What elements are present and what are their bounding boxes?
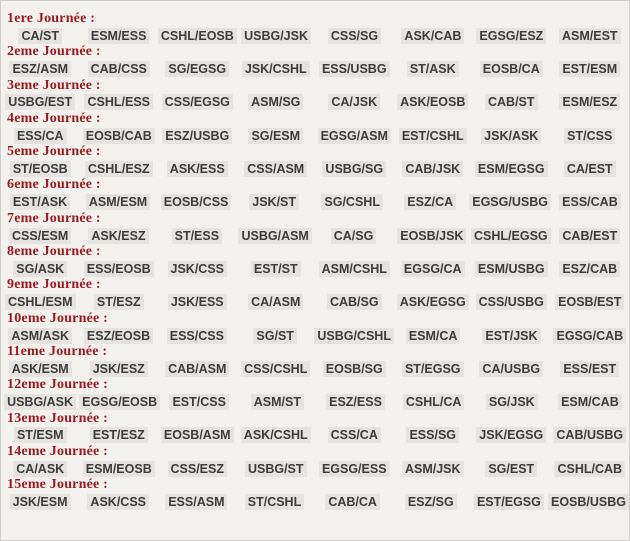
round-matches-row: [1, 494, 629, 511]
round-matches-row: [1, 360, 629, 377]
match-pairing: CA/SG: [331, 228, 377, 244]
match-pairing: CSHL/EOSB: [158, 28, 237, 44]
match-pairing: EGSG/USBG: [469, 194, 551, 210]
match-pairing: CA/EST: [564, 161, 616, 177]
match-pairing: EOSB/CA: [480, 61, 543, 77]
match-pairing: SG/JSK: [486, 394, 538, 410]
match-pairing: ESZ/ESS: [326, 394, 385, 410]
match-pairing: EST/ESZ: [90, 427, 148, 443]
round-heading: 11eme Journée :: [7, 343, 108, 359]
match-pairing: ASK/EOSB: [397, 94, 468, 110]
match-pairing: ASK/EGSG: [397, 294, 469, 310]
match-pairing: EGSG/ASM: [318, 128, 391, 144]
match-pairing: ESZ/SG: [405, 494, 457, 510]
match-pairing: ASM/EST: [559, 28, 621, 44]
match-pairing: CSHL/CA: [403, 394, 465, 410]
round-matches-row: [1, 227, 629, 244]
match-pairing: EOSB/CAB: [83, 128, 155, 144]
match-pairing: EST/ASK: [10, 194, 70, 210]
match-pairing: JSK/ESZ: [90, 361, 148, 377]
match-pairing: ESS/CAB: [559, 194, 621, 210]
match-pairing: ST/ESM: [14, 427, 67, 443]
match-pairing: USBG/ASK: [4, 394, 76, 410]
round-matches-row: [1, 94, 629, 111]
match-pairing: USBG/JSK: [241, 28, 311, 44]
match-pairing: CAB/CSS: [88, 61, 150, 77]
match-pairing: EST/ESM: [559, 61, 620, 77]
match-pairing: USBG/EST: [5, 94, 75, 110]
match-pairing: ST/CSS: [564, 128, 615, 144]
match-pairing: EST/CSHL: [399, 128, 467, 144]
match-pairing: EOSB/EST: [555, 294, 624, 310]
match-pairing: ASM/SG: [248, 94, 303, 110]
match-pairing: EST/EGSG: [474, 494, 544, 510]
match-pairing: CAB/SG: [327, 294, 382, 310]
match-pairing: EGSG/ESZ: [476, 28, 546, 44]
match-pairing: ASK/ESS: [167, 161, 228, 177]
round-heading: 12eme Journée :: [7, 377, 108, 393]
match-pairing: CSS/ESZ: [168, 461, 228, 477]
match-pairing: CA/ST: [18, 28, 62, 44]
match-pairing: ST/ASK: [407, 61, 459, 77]
match-pairing: CSS/SG: [328, 28, 381, 44]
match-pairing: ESS/SG: [406, 427, 459, 443]
match-pairing: CSS/USBG: [476, 294, 547, 310]
match-pairing: EGSG/EOSB: [79, 394, 160, 410]
match-pairing: CAB/USBG: [553, 427, 626, 443]
match-pairing: ST/CSHL: [245, 494, 304, 510]
match-pairing: CSS/CSHL: [241, 361, 310, 377]
match-pairing: SG/ASK: [13, 261, 67, 277]
match-pairing: SG/EST: [485, 461, 537, 477]
match-pairing: SG/ST: [253, 328, 297, 344]
match-pairing: ASM/CSHL: [319, 261, 390, 277]
match-pairing: CSS/ESM: [9, 228, 71, 244]
round-matches-row: [1, 327, 629, 344]
match-pairing: USBG/ASM: [238, 228, 311, 244]
match-pairing: ESM/EOSB: [83, 461, 155, 477]
match-pairing: ST/ESS: [172, 228, 222, 244]
match-pairing: CAB/CA: [325, 494, 380, 510]
match-pairing: CSHL/ESS: [84, 94, 153, 110]
round-heading: 4eme Journée :: [7, 110, 101, 126]
match-pairing: ESM/CAB: [558, 394, 622, 410]
match-pairing: ASK/CAB: [401, 28, 464, 44]
match-pairing: USBG/ST: [245, 461, 307, 477]
match-pairing: ASK/ESZ: [88, 228, 148, 244]
match-pairing: CA/ASK: [13, 461, 67, 477]
match-pairing: ESM/ESZ: [559, 94, 620, 110]
round-heading: 7eme Journée :: [7, 210, 101, 226]
match-pairing: ESS/ASM: [165, 494, 227, 510]
round-matches-row: [1, 394, 629, 411]
match-pairing: SG/EGSG: [165, 61, 229, 77]
round-matches-row: [1, 161, 629, 178]
round-matches-row: [1, 294, 629, 311]
match-pairing: EST/ST: [251, 261, 301, 277]
match-pairing: EOSB/CSS: [161, 194, 232, 210]
match-pairing: ASM/JSK: [402, 461, 464, 477]
match-pairing: EOSB/JSK: [397, 228, 466, 244]
match-pairing: ST/ESZ: [94, 294, 144, 310]
match-pairing: ESS/CSS: [167, 328, 227, 344]
match-pairing: CSS/ASM: [244, 161, 307, 177]
match-pairing: CSHL/CAB: [554, 461, 625, 477]
match-pairing: ST/EGSG: [402, 361, 464, 377]
match-pairing: CAB/ST: [485, 94, 538, 110]
match-pairing: CSHL/ESM: [5, 294, 76, 310]
match-pairing: EST/CSS: [169, 394, 229, 410]
round-heading: 6eme Journée :: [7, 177, 101, 193]
round-heading: 3eme Journée :: [7, 77, 101, 93]
match-pairing: ESZ/CAB: [559, 261, 620, 277]
match-pairing: CSHL/ESZ: [85, 161, 153, 177]
match-pairing: ESM/EGSG: [475, 161, 548, 177]
match-pairing: JSK/ESM: [10, 494, 71, 510]
round-heading: 9eme Journée :: [7, 277, 101, 293]
match-pairing: USBG/SG: [322, 161, 386, 177]
match-pairing: JSK/ESS: [168, 294, 227, 310]
round-heading: 2eme Journée :: [7, 44, 101, 60]
match-pairing: USBG/CSHL: [314, 328, 394, 344]
match-pairing: CAB/ASM: [165, 361, 229, 377]
round-matches-row: [1, 427, 629, 444]
match-pairing: JSK/ST: [249, 194, 299, 210]
match-pairing: EST/JSK: [482, 328, 540, 344]
round-matches-row: [1, 127, 629, 144]
match-pairing: CAB/EST: [559, 228, 620, 244]
match-pairing: ASM/ST: [251, 394, 304, 410]
match-pairing: ASK/CSHL: [241, 427, 311, 443]
round-heading: 15eme Journée :: [7, 477, 108, 493]
match-pairing: CSHL/EGSG: [471, 228, 551, 244]
round-heading: 10eme Journée :: [7, 310, 108, 326]
match-pairing: EOSB/SG: [323, 361, 386, 377]
match-pairing: ASM/ESM: [86, 194, 150, 210]
match-pairing: ESM/ESS: [88, 28, 150, 44]
match-pairing: ESZ/USBG: [162, 128, 232, 144]
match-pairing: ESS/EST: [560, 361, 619, 377]
match-pairing: SG/CSHL: [321, 194, 383, 210]
round-matches-row: [1, 460, 629, 477]
match-pairing: CA/ASM: [248, 294, 303, 310]
match-pairing: EOSB/USBG: [548, 494, 629, 510]
match-pairing: CA/JSK: [328, 94, 380, 110]
round-heading: 1ere Journée :: [7, 11, 96, 26]
match-pairing: SG/ESM: [248, 128, 303, 144]
match-pairing: EGSG/CA: [401, 261, 465, 277]
round-matches-row: [1, 261, 629, 278]
match-pairing: CAB/JSK: [402, 161, 463, 177]
round-matches-row: [1, 28, 629, 45]
match-pairing: CSS/EGSG: [162, 94, 233, 110]
round-matches-row: [1, 61, 629, 78]
round-heading: 14eme Journée :: [7, 443, 108, 459]
match-pairing: EOSB/ASM: [161, 427, 234, 443]
match-pairing: CSS/CA: [328, 427, 381, 443]
match-pairing: ESS/CA: [14, 128, 67, 144]
match-pairing: EGSG/ESS: [319, 461, 390, 477]
round-heading: 5eme Journée :: [7, 144, 101, 160]
round-heading: 13eme Journée :: [7, 410, 108, 426]
match-pairing: ST/EOSB: [10, 161, 71, 177]
match-pairing: ESS/EOSB: [84, 261, 154, 277]
match-pairing: ESZ/CA: [404, 194, 456, 210]
match-pairing: JSK/CSS: [168, 261, 228, 277]
match-pairing: JSK/ASK: [481, 128, 541, 144]
round-heading: 8eme Journée :: [7, 244, 101, 260]
match-pairing: ESZ/ASM: [9, 61, 71, 77]
match-pairing: JSK/EGSG: [476, 427, 546, 443]
match-pairing: ESM/USBG: [475, 261, 548, 277]
match-pairing: ASK/ESM: [9, 361, 72, 377]
match-pairing: ESZ/EOSB: [84, 328, 153, 344]
match-pairing: ASM/ASK: [8, 328, 72, 344]
round-matches-row: [1, 194, 629, 211]
match-pairing: EGSG/CAB: [553, 328, 626, 344]
match-pairing: CA/USBG: [479, 361, 543, 377]
match-pairing: ESM/CA: [406, 328, 461, 344]
match-pairing: ASK/CSS: [87, 494, 149, 510]
fixtures-list: [1, 11, 629, 510]
match-pairing: JSK/CSHL: [242, 61, 310, 77]
match-pairing: ESS/USBG: [319, 61, 390, 77]
